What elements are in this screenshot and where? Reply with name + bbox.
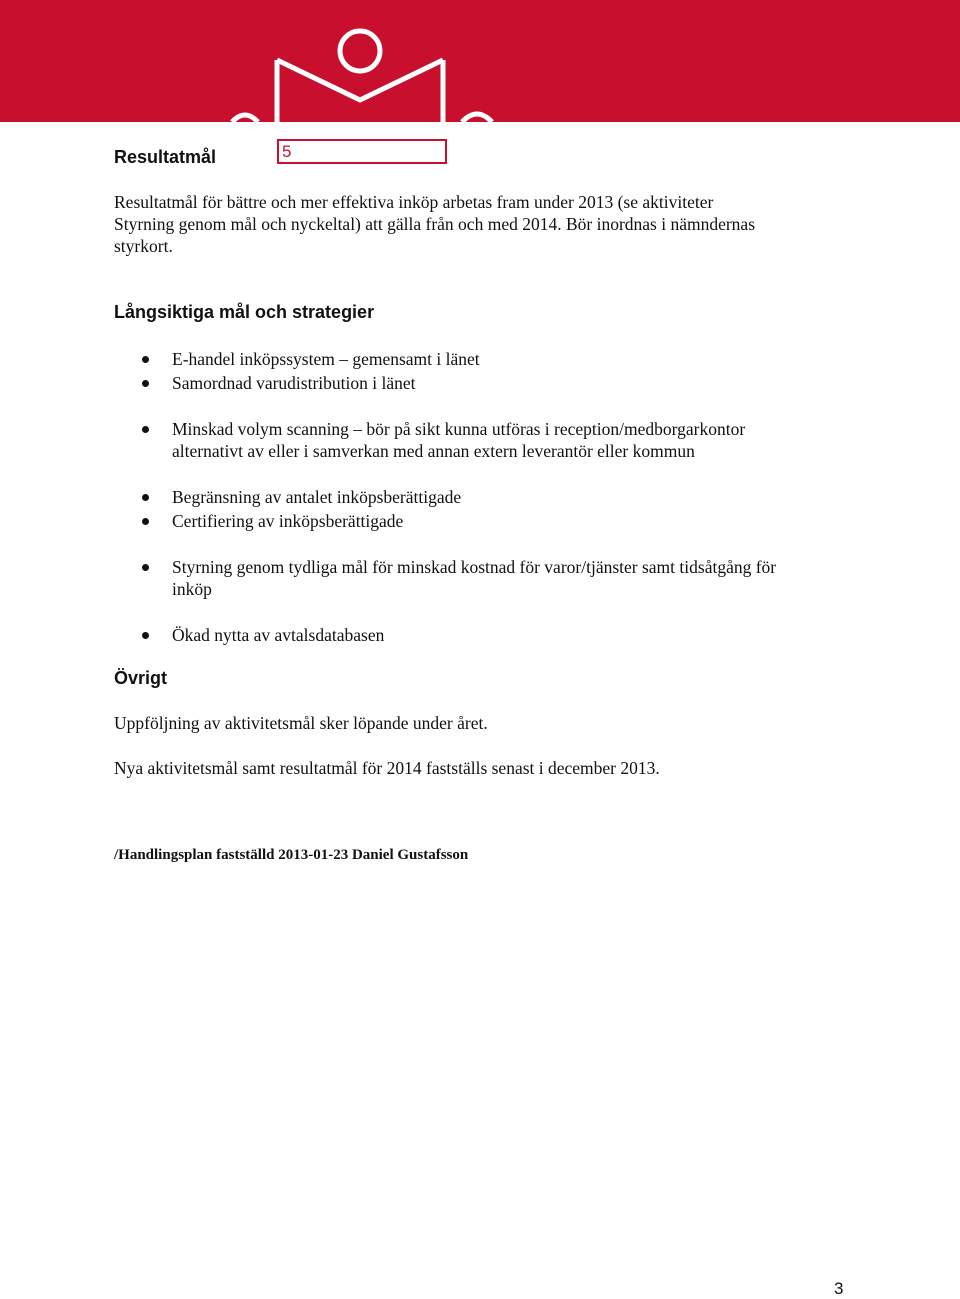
text-line: alternativt av eller i samverkan med annan extern leverantör eller kommun (172, 441, 695, 461)
text-line: Minskad volym scanning – bör på sikt kunna utföras i reception/medborgarkontor (172, 419, 746, 439)
list-item-text: E-handel inköpssystem – gemensamt i länet (172, 349, 480, 369)
bullet-icon (142, 632, 149, 639)
page-number: 3 (834, 1279, 844, 1298)
signature-line: /Handlingsplan fastställd 2013-01-23 Daniel Gustafsson (114, 847, 469, 863)
list-item-text (172, 418, 852, 462)
list-item-text: Ökad nytta av avtalsdatabasen (172, 625, 385, 645)
list-item-text (172, 556, 852, 600)
section-heading-langsiktiga: Långsiktiga mål och strategier (114, 302, 375, 322)
text-line: Styrning genom mål och nyckeltal) att gälla från och med 2014. Bör inordnas i nämndernas (114, 214, 756, 234)
crown-logo-icon (0, 0, 960, 122)
bullet-icon (142, 518, 149, 525)
section-heading-ovrigt: Övrigt (114, 668, 168, 688)
text-line: Styrning genom tydliga mål för minskad kostnad för varor/tjänster samt tidsåtgång för (172, 557, 777, 577)
text-line: styrkort. (114, 236, 173, 256)
list-item (140, 556, 840, 600)
bullet-icon (142, 380, 149, 387)
list-item-text: Samordnad varudistribution i länet (172, 373, 416, 393)
header-band (0, 0, 960, 122)
ovrigt-paragraph-2: Nya aktivitetsmål samt resultatmål för 2014 fastställs senast i december 2013. (114, 758, 660, 778)
list-item-text: Certifiering av inköpsberättigade (172, 511, 404, 531)
text-line: Resultatmål för bättre och mer effektiva inköp arbetas fram under 2013 (se aktiviteter (114, 192, 714, 212)
section-heading-resultatmal: Resultatmål (114, 147, 217, 167)
resultatmal-paragraph (114, 191, 844, 257)
bullet-icon (142, 494, 149, 501)
ovrigt-paragraph-1: Uppföljning av aktivitetsmål sker löpande under året. (114, 713, 488, 733)
text-line: inköp (172, 579, 212, 599)
bullet-icon (142, 356, 149, 363)
page-reference-box: 5 (277, 139, 447, 164)
bullet-icon (142, 564, 149, 571)
bullet-icon (142, 426, 149, 433)
list-item-text: Begränsning av antalet inköpsberättigade (172, 487, 462, 507)
list-item (140, 418, 840, 462)
